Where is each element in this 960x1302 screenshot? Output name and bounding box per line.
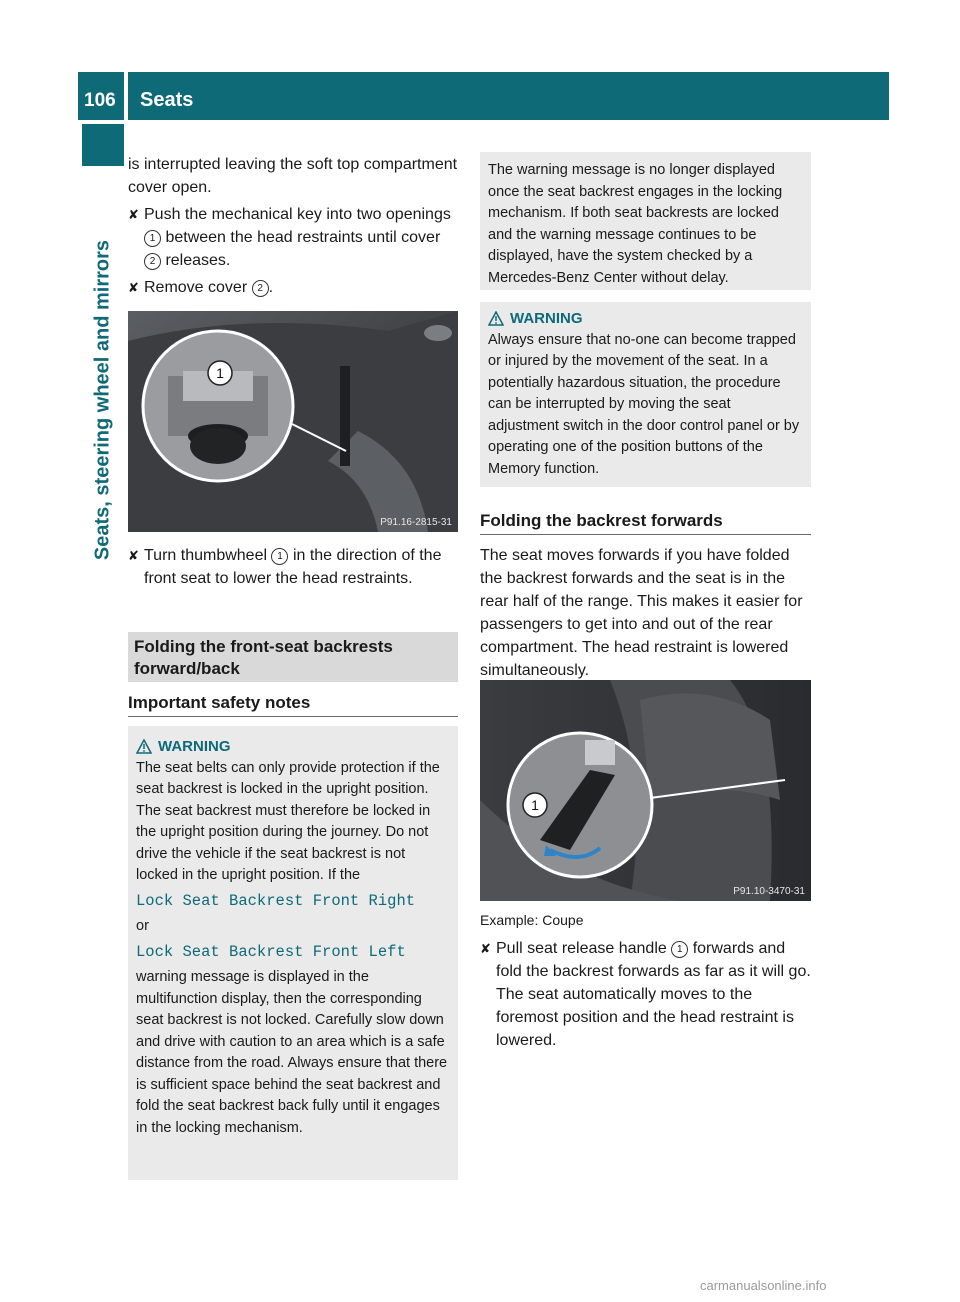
warning-text: The seat belts can only provide protection if the seat backrest is locked in the upright position. The seat backrest must therefore be locked in the upright position during the journey. Do not drive the vehicle if the seat backrest is not locked in the upright position. If the xyxy=(136,759,440,883)
body-text: The seat moves forwards if you have folded the backrest forwards and the seat is in the rear half of the range. This makes it easier for passengers to get into and out of the rear compartment. The head restraint is lowered simultaneously. xyxy=(480,547,803,679)
figure-callout-marker: 1 xyxy=(216,365,224,381)
step-arrow-icon: ✘ xyxy=(128,207,139,222)
warning-box xyxy=(128,726,458,1180)
intro-text: is interrupted leaving the soft top compartment cover open. xyxy=(128,156,458,196)
figure-code: P91.10-3470-31 xyxy=(733,886,805,897)
warning-triangle-icon xyxy=(488,311,504,326)
instruction-step: ✘ Turn thumbwheel 1 in the direction of the front seat to lower the head restraints. xyxy=(128,544,460,590)
thumbwheel-illustration xyxy=(128,311,458,532)
warning-title: WARNING xyxy=(488,308,803,330)
note-box: The warning message is no longer displayed once the seat backrest engages in the locking mechanism. If both seat backrests are locked and the warning message continues to be displayed, have the system checked by a Mercedes-Benz Center without delay. xyxy=(480,152,811,290)
figure-code: P91.16-2815-31 xyxy=(380,517,452,528)
warning-text: Always ensure that no-one can become trapped or injured by the movement of the seat. In a potentially hazardous situation, the procedure can be interrupted by moving the seat adjustment switch in the door control panel or by operating one of the position buttons of the Memory function. xyxy=(488,331,800,477)
page-number: 106 xyxy=(84,90,116,111)
figure-callout-marker: 1 xyxy=(531,797,539,813)
number-marker: 1 xyxy=(271,548,288,565)
step-arrow-icon: ✘ xyxy=(128,548,139,563)
number-marker: 1 xyxy=(671,941,688,958)
left-column-step xyxy=(128,544,460,590)
warning-text: warning message is displayed in the multifunction display, then the corresponding seat backrest is not locked. Carefully slow down and drive with caution to an area which is a safe distance from the road. Always ensure that there is sufficient space behind the seat backrest and fold the seat backrest back fully until it engages in the locking mechanism. xyxy=(136,969,448,1136)
instruction-step: ✘ Pull seat release handle 1 forwards and fold the backrest forwards as far as it will go. xyxy=(480,937,813,983)
step-arrow-icon: ✘ xyxy=(480,941,491,956)
left-column-top xyxy=(128,153,458,299)
header-separator xyxy=(124,72,128,120)
subheading: Folding the backrest forwards xyxy=(480,511,811,535)
page-title: Seats xyxy=(140,89,194,111)
step-result: The seat automatically moves to the foremost position and the head restraint is lowered. xyxy=(496,986,794,1049)
instruction-step: ✘ Remove cover 2 . xyxy=(128,276,458,299)
side-tab-marker xyxy=(82,124,124,166)
display-message: Lock Seat Backrest Front Left xyxy=(136,942,406,961)
subheading: Important safety notes xyxy=(128,693,458,717)
number-marker: 2 xyxy=(144,253,161,270)
instruction-step: ✘ Push the mechanical key into two openings 1 between the head restraints until cover 2 releases. xyxy=(128,203,458,272)
number-marker: 2 xyxy=(252,280,269,297)
figure-caption: Example: Coupe xyxy=(480,912,584,928)
number-marker: 1 xyxy=(144,230,161,247)
header-bar xyxy=(78,72,889,120)
seat-release-illustration xyxy=(480,680,811,901)
side-tab-text: Seats, steering wheel and mirrors xyxy=(91,239,114,561)
step-arrow-icon: ✘ xyxy=(128,280,139,295)
section-title: Folding the front-seat backrests forward/back xyxy=(128,632,458,682)
warning-triangle-icon xyxy=(136,739,152,754)
right-body xyxy=(480,544,813,682)
warning-text: or xyxy=(136,918,149,934)
warning-title: WARNING xyxy=(136,736,450,758)
warning-box xyxy=(480,302,811,487)
right-steps xyxy=(480,937,813,1052)
watermark: carmanualsonline.info xyxy=(700,1278,827,1293)
head-restraint-figure xyxy=(128,311,458,532)
display-message: Lock Seat Backrest Front Right xyxy=(136,891,416,910)
seat-release-figure xyxy=(480,680,811,901)
